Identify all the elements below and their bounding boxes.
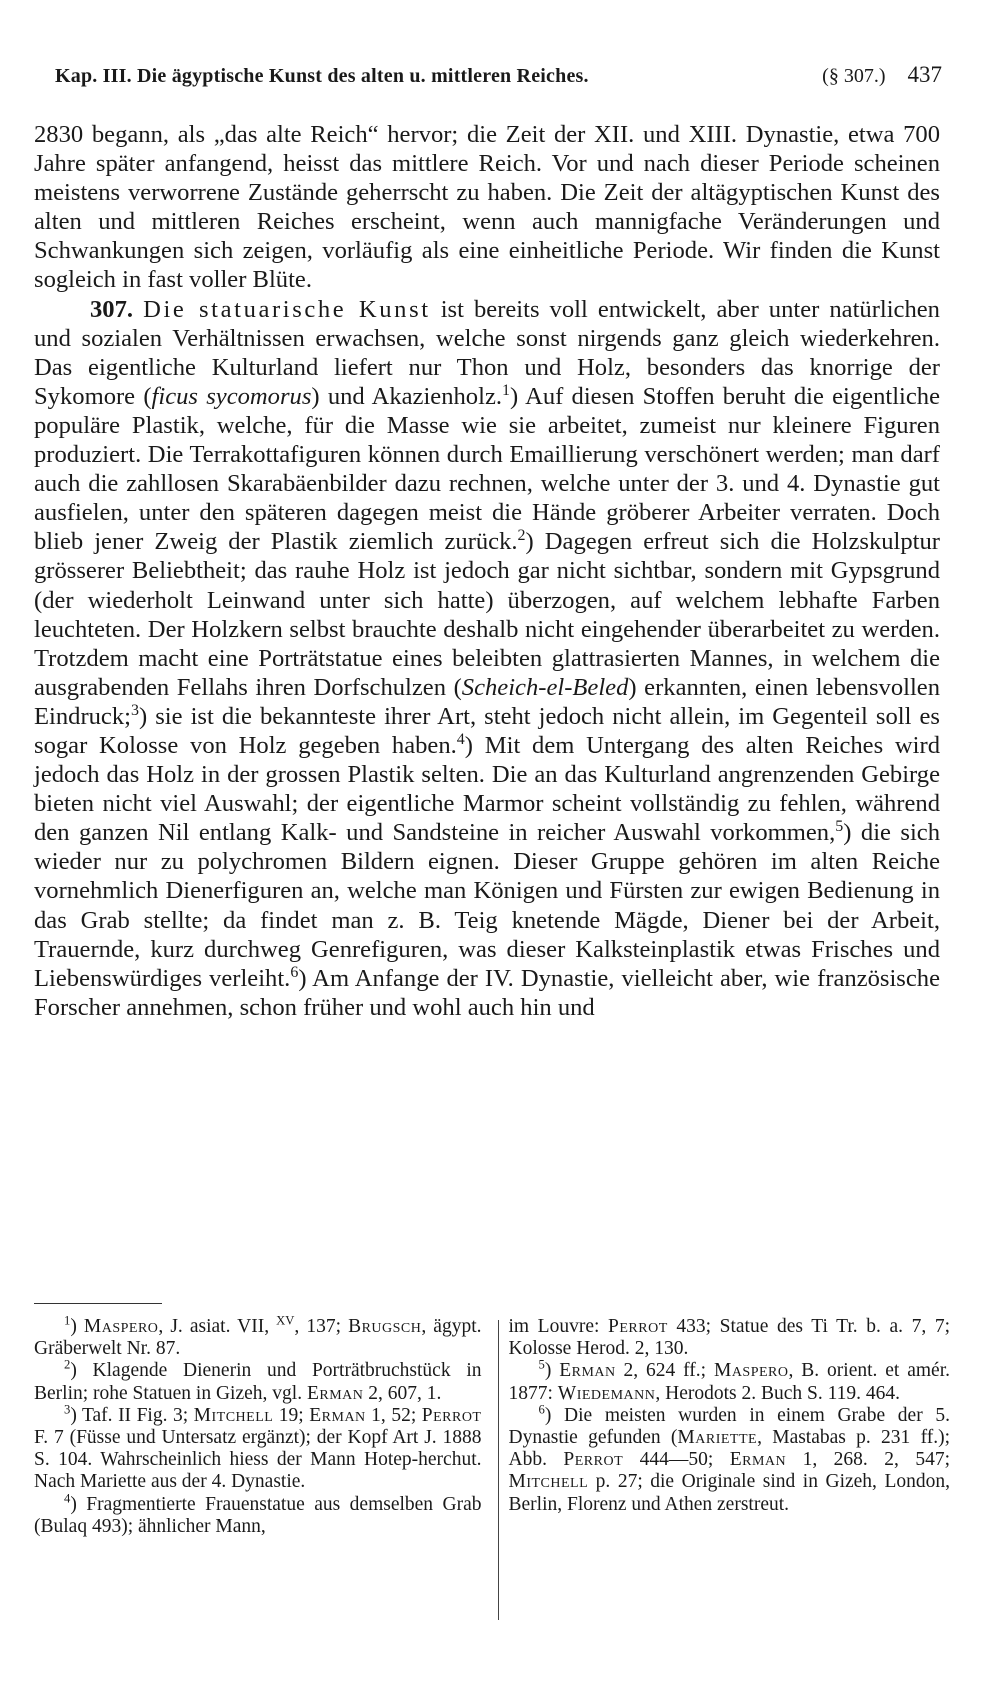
text-run: ) Die meisten wurden in einem Grabe der 5. Dynastie gefunden ( — [508, 1404, 950, 1449]
text-run: 433; Statue des Ti Tr. b. a. 7, 7; Kolosse Herod. 2, 130. — [508, 1316, 950, 1360]
text-run: ist bereits voll entwickelt, aber unter natürlichen und sozialen Verhältnissen erwachsen, welche sonst nirgends ganz gleich wiederkehren. Das eigentliche Kulturland liefert nur Thon und Holz, besonders das knorrige der Sykomore ( — [34, 295, 940, 410]
text-run: 19; — [273, 1404, 310, 1426]
footnote-mark: 4 — [64, 1491, 71, 1506]
text-run: F. 7 (Füsse und Untersatz ergänzt); der Kopf Art J. 1888 S. 104. Wahrscheinlich hiess der Mann Hotep-herchut. Nach Mariette aus der 4. Dynastie. — [34, 1427, 482, 1493]
footnote-2 — [34, 1357, 482, 1404]
footnote-4-continued — [509, 1316, 951, 1360]
footnote-separator — [34, 1303, 162, 1304]
footnote-1 — [34, 1313, 482, 1360]
text-run: 1, 268. 2, 547; — [786, 1449, 950, 1471]
footnote-ref: 5 — [835, 818, 844, 836]
author-name: Mariette — [677, 1427, 758, 1449]
footnote-ref: 4 — [456, 730, 465, 748]
section-number: 307. — [90, 295, 134, 323]
text-run: ) Auf diesen Stoffen beruht die eigentliche populäre Plastik, welche, für die Masse wie sie arbeitet, zumeist nur kleinere Figuren produziert. Die Terrakottafiguren können durch Emaillierung verschönert werden; man darf auch die zahllosen Skarabäenbilder dazu rechnen, welche unter der 3. und 4. Dynastie gut ausfielen, unter den späteren dagegen meist die Hände gröberer Arbeiter verraten. Doch blieb jener Zweig der Plastik ziemlich zurück. — [34, 382, 940, 556]
text-run: ) Fragmentierte Frauenstatue aus demselben Grab (Bulaq 493); ähnlicher Mann, — [34, 1493, 482, 1537]
author-name: Mitchell — [193, 1404, 274, 1426]
text-run: 2, 607, 1. — [363, 1382, 442, 1404]
superscript: XV — [276, 1313, 295, 1328]
footnote-column-right — [509, 1316, 951, 1620]
footnote-mark: 2 — [64, 1357, 71, 1372]
author-name: Erman — [306, 1382, 364, 1404]
section-reference: (§ 307.) — [822, 65, 886, 87]
text-run: , J. asiat. VII, — [158, 1316, 277, 1337]
author-name: Wiedemann — [557, 1382, 656, 1404]
text-run: ) und Akazienholz. — [311, 382, 503, 410]
text-run: ) die sich wieder nur zu polychromen Bildern eignen. Dieser Gruppe gehören im alten Reiche vornehmlich Dienerfiguren an, welche man Königen und Fürsten zur ewigen Bedienung in das Grab stellte; da findet man z. B. Teig knetende Mägde, Diener bei der Arbeit, Trauernde, kurz durchweg Genrefiguren, was dieser Kalksteinplastik etwas Frisches und Liebenswürdiges verleiht. — [34, 819, 940, 992]
footnote-mark: 5 — [538, 1357, 545, 1372]
text-run: p. 27; die Originale sind in Gizeh, London, Berlin, Florenz und Athen zerstreut. — [508, 1471, 950, 1515]
footnote-4 — [34, 1491, 482, 1538]
text-run: im Louvre: — [508, 1316, 609, 1337]
text-run: 1, 52; — [365, 1404, 422, 1426]
text-run: , B. orient. et amér. 1877: — [508, 1360, 951, 1404]
footnote-ref: 2 — [517, 527, 526, 545]
text-run: , Herodots 2. Buch S. 119. 464. — [655, 1382, 901, 1404]
paragraph-307 — [34, 295, 940, 1022]
text-run: ) erkannten, einen lebensvollen Eindruck; — [34, 673, 940, 730]
author-name: Erman — [729, 1449, 787, 1471]
italic-term: ficus sycomorus — [151, 382, 312, 410]
text-run: ) sie ist die bekannteste ihrer Art, steht jedoch nicht allein, im Gegenteil soll es sogar Kolosse von Holz gegeben haben. — [34, 702, 940, 759]
author-name: Maspero — [713, 1360, 789, 1382]
footnote-column-left — [34, 1313, 498, 1620]
footnote-mark: 6 — [538, 1402, 545, 1417]
author-name: Perrot — [608, 1316, 668, 1337]
text-run: ) Klagende Dienerin und Porträtbruchstück in Berlin; rohe Statuen in Gizeh, vgl. — [34, 1360, 482, 1404]
paragraph-continuation: 2830 begann, als „das alte Reich“ hervor; die Zeit der XII. und XIII. Dynastie, etwa 700 Jahre später anfangend, heisst das mittlere Reich. Vor und nach dieser Periode scheinen meistens verworrene Zustände geherrscht zu haben. Die Zeit der altägyptischen Kunst des alten und mittleren Reiches erscheint, wenn auch mannigfache Veränderungen und Schwankungen sich zeigen, vorläufig als eine einheitliche Periode. Wir finden die Kunst sogleich in fast voller Blüte. — [34, 121, 940, 294]
footnote-ref: 1 — [502, 381, 511, 399]
footnote-mark: 3 — [64, 1402, 71, 1417]
author-name: Erman — [309, 1404, 366, 1426]
footnote-ref: 3 — [130, 701, 139, 719]
text-run: ) Am Anfange der IV. Dynastie, vielleicht aber, wie französische Forscher annehmen, schon früher und wohl auch hin und — [34, 964, 940, 1021]
text-run: ) — [544, 1360, 560, 1382]
text-run: ) Mit dem Untergang des alten Reiches wird jedoch das Holz in der grossen Plastik selten. Die an das Kulturland angrenzenden Gebirge bieten nicht viel Auswahl; der eigentliche Marmor scheint vollständig zu fehlen, während den ganzen Nil entlang Kalk- und Sandsteine in reicher Auswahl vorkommen, — [34, 731, 941, 847]
section-heading-spaced: Die statuarische Kunst — [143, 295, 431, 323]
footnote-5 — [508, 1357, 951, 1404]
author-name: Brugsch — [348, 1316, 422, 1337]
footnote-6 — [508, 1402, 951, 1516]
footnote-ref: 6 — [290, 963, 299, 981]
chapter-title: Kap. III. Die ägyptische Kunst des alten u. mittleren Reiches. — [55, 65, 589, 87]
footnote-3 — [34, 1402, 482, 1494]
text-run: , Mastabas p. 231 ff.); Abb. — [508, 1427, 950, 1471]
page-number: 437 — [907, 62, 942, 87]
main-text — [34, 120, 940, 1022]
text-run: ) Dagegen erfreut sich die Holzskulptur grösserer Beliebtheit; das rauhe Holz ist jedoch gar nicht sichtbar, sondern mit Gypsgrund (der wiederholt Leinwand unter sich hatte) überzogen, auf welchem lebhafte Farben leuchteten. Der Holzkern selbst brauchte deshalb nicht eingehender überarbeitet zu werden. Trotzdem macht eine Porträtstatue eines beleibten glattrasierten Mannes, in welchem die ausgrabenden Fellahs ihren Dorfschulzen ( — [34, 528, 940, 701]
running-header — [55, 62, 942, 94]
author-name: Perrot — [563, 1449, 624, 1471]
footnotes — [34, 1313, 951, 1620]
author-name: Perrot — [421, 1404, 482, 1426]
author-name: Mitchell — [508, 1471, 589, 1493]
text-run: 2, 624 ff.; — [615, 1360, 714, 1382]
italic-term: Scheich-el-Beled — [461, 673, 629, 701]
text-run: ) — [70, 1316, 84, 1337]
author-name: Maspero — [83, 1316, 159, 1337]
text-run: , ägypt. Gräberwelt Nr. 87. — [34, 1316, 482, 1360]
author-name: Erman — [559, 1360, 616, 1382]
text-run: ) Taf. II Fig. 3; — [70, 1404, 194, 1426]
text-run: , 137; — [294, 1316, 349, 1337]
text-run: 444—50; — [623, 1449, 730, 1471]
footnote-mark: 1 — [64, 1313, 71, 1328]
column-divider — [498, 1320, 499, 1620]
